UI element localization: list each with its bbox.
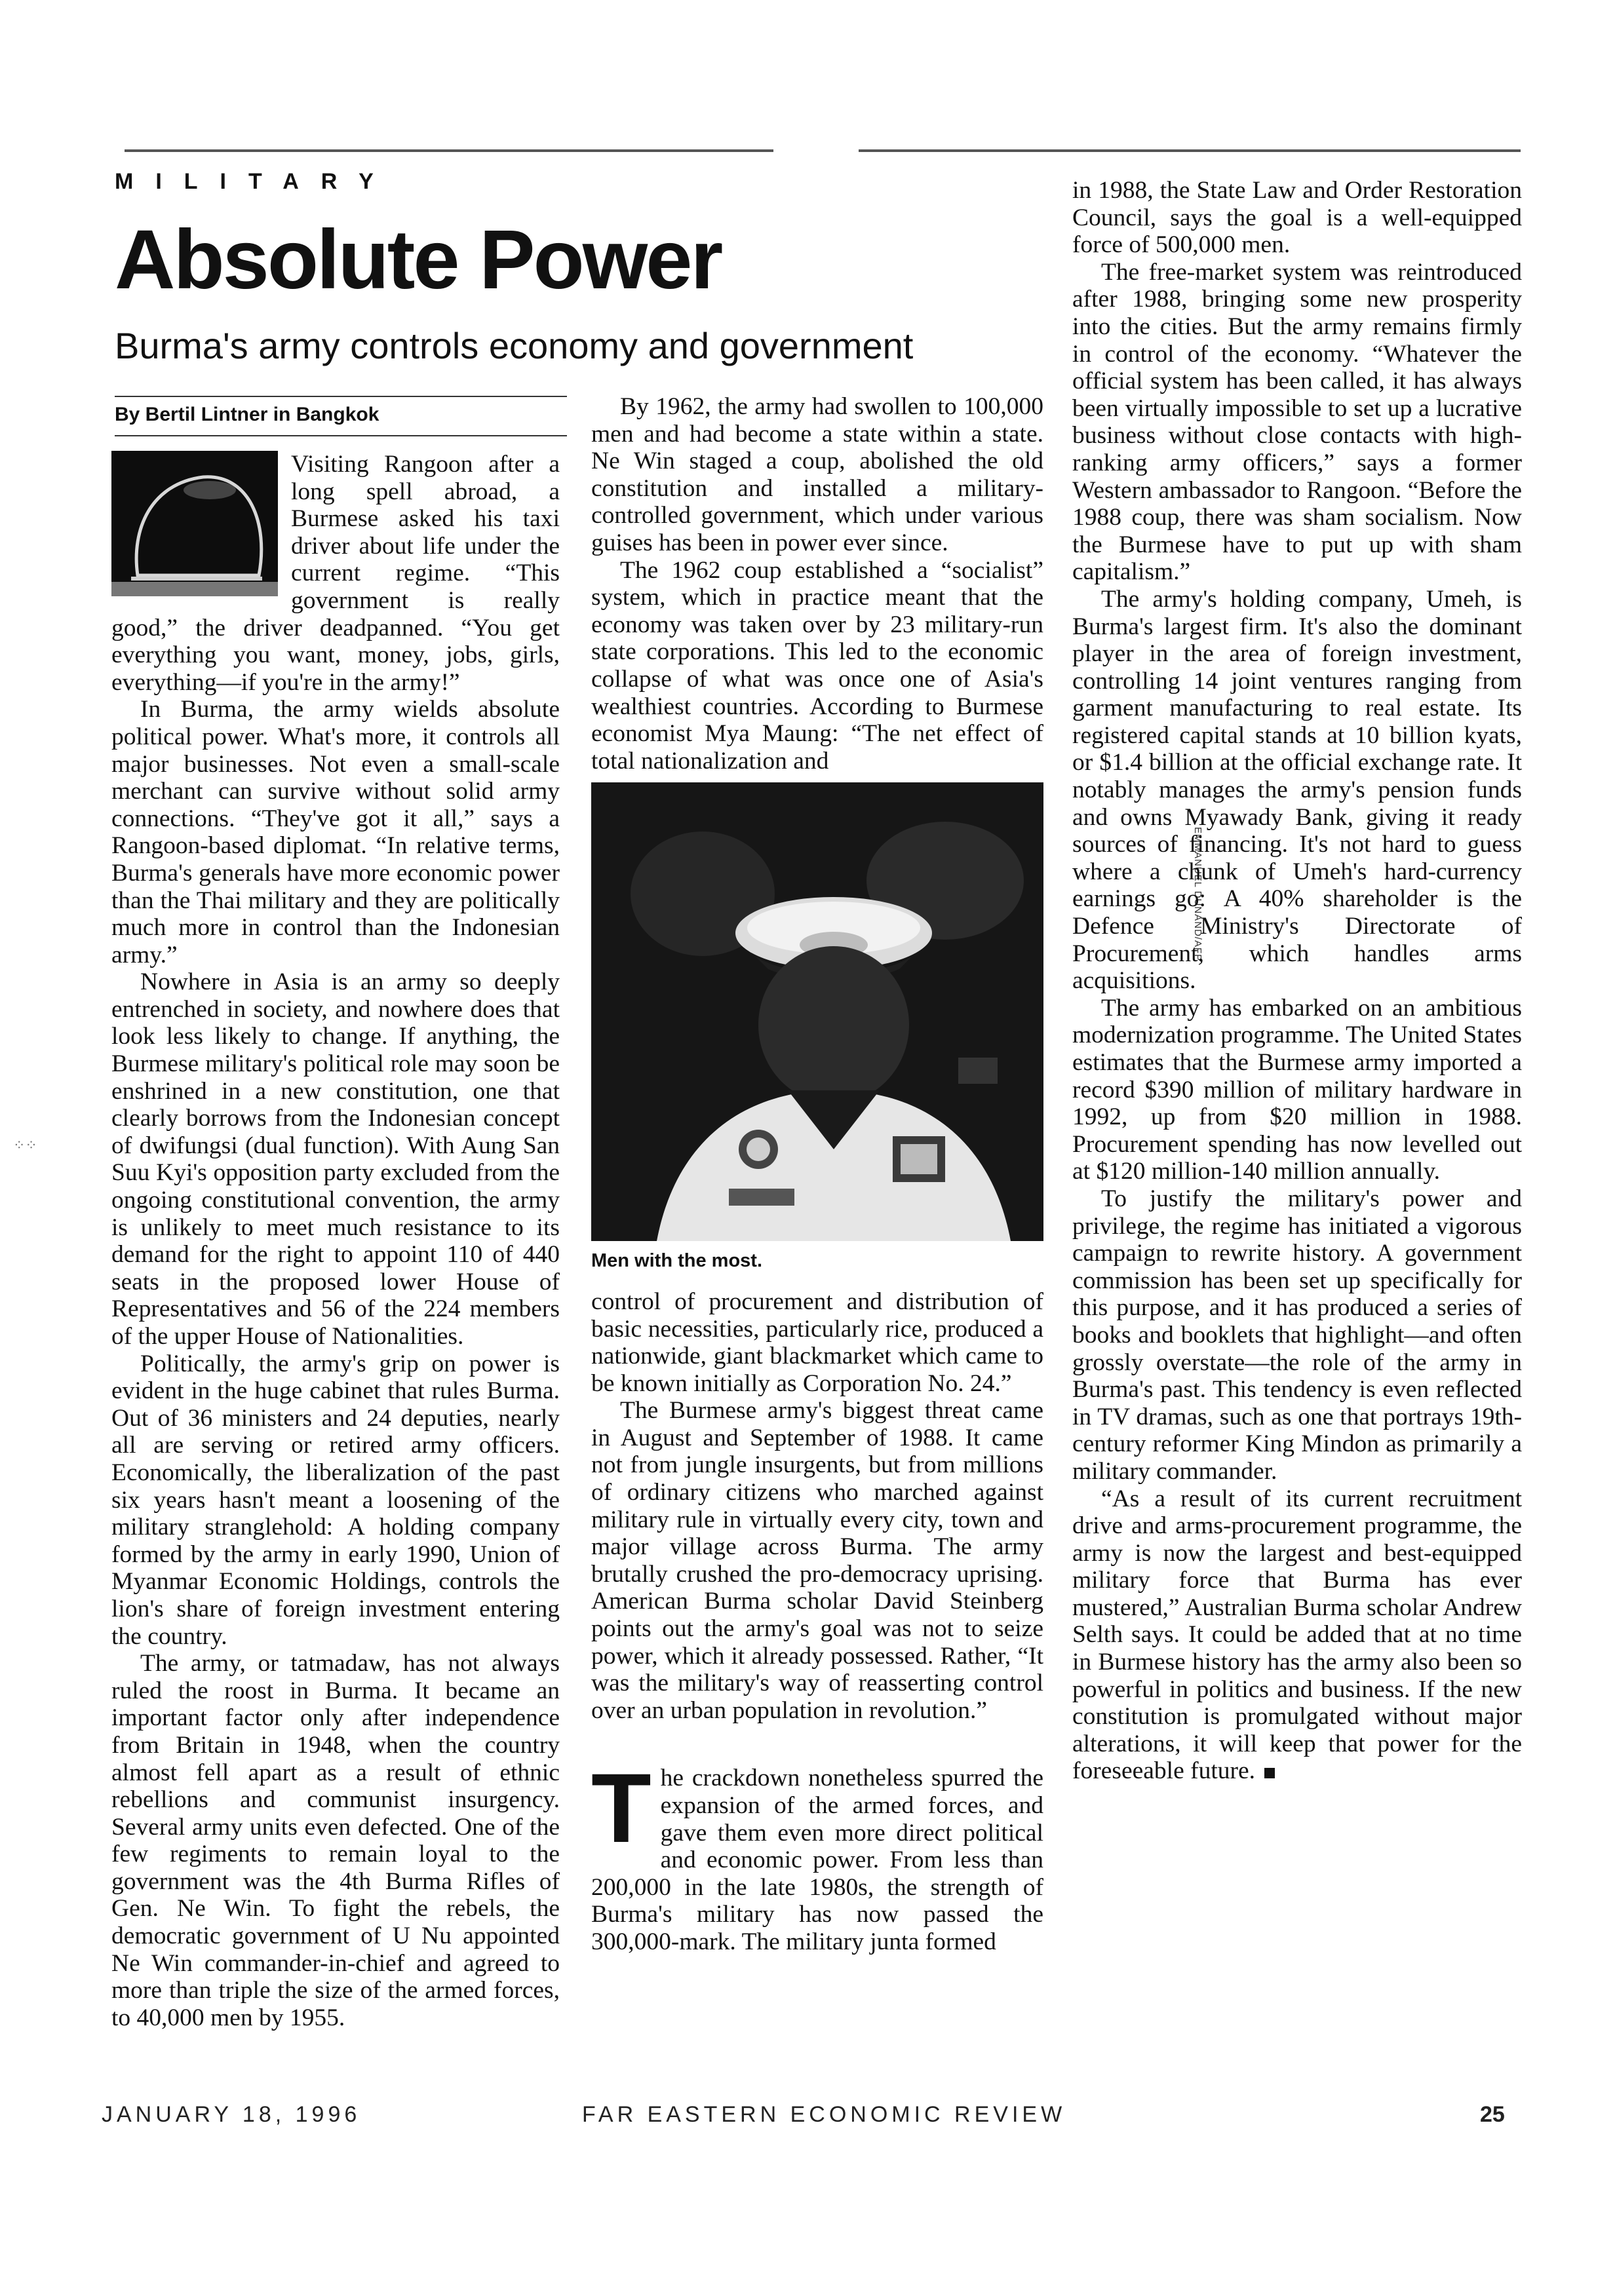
paragraph: Nowhere in Asia is an army so deeply entrenched in society, and nowhere does that look less likely to change. If anything, the Burmese military's political role may soon be enshrined in a new constitution, one that clearly borrows from the Indonesian concept of dwifungsi (dual function). With Aung San Suu Kyi's opposition party excluded from the ongoing constitutional convention, the army is unlikely to meet much resistance to its demand for the right to appoint 110 of 440 seats in the proposed lower House of Representatives and 56 of the 224 members of the upper House of Nationalities.: [111, 968, 560, 1350]
paragraph: control of procurement and distribution of basic necessities, particularly rice, produced a nationwide, giant blackmarket which came to be known initially as Corporation No. 24.”: [591, 1288, 1043, 1397]
end-mark-icon: [1264, 1768, 1275, 1778]
paragraph: in 1988, the State Law and Order Restoration Council, says the goal is a well-equipped force of 500,000 men.: [1072, 177, 1522, 259]
paragraph: To justify the military's power and privilege, the regime has initiated a vigorous campaign to rewrite history. A government commission has been set up specifically for this purpose, and it has produced a series of books and booklets that highlight—and often grossly overstate—the role of the army in Burma's past. This tendency is even reflected in TV dramas, such as one that portrays 19th-century reformer King Mindon as primarily a military commander.: [1072, 1185, 1522, 1485]
photo-caption: Men with the most.: [591, 1250, 762, 1272]
paragraph: In Burma, the army wields absolute political power. What's more, it controls all major businesses. Not even a small-scale merchant can survive without solid army connections. “They've got it all,” says a Rangoon-based diplomat. “In relative terms, Burma's generals have more economic power than the Thai military and they are politically much more in control than the Indonesian army.”: [111, 696, 560, 968]
paragraph: The Burmese army's biggest threat came in August and September of 1988. It came not from jungle insurgents, but from millions of ordinary citizens who marched against military rule in virtually every city, town and major village across Burma. The army brutally crushed the pro-democracy uprising. American Burma scholar David Steinberg points out the army's goal was not to seize power, which it already possessed. Rather, “It was the military's way of reasserting control over an urban population in revolution.”: [591, 1397, 1043, 1724]
paragraph: [1072, 1485, 1522, 1786]
paragraph: Visiting Rangoon after a long spell abroad, a Burmese asked his taxi driver about life under the current regime. “This government is really good,” the driver deadpanned. “You get everything you want, money, jobs, girls, everything—if you're in the army!”: [111, 451, 560, 696]
top-rule-left: [125, 149, 773, 152]
dropcap-paragraph: [591, 1753, 1043, 1955]
headline: Absolute Power: [115, 213, 722, 307]
footer-date: JANUARY 18, 1996: [102, 2102, 361, 2127]
subheadline: Burma's army controls economy and government: [115, 325, 914, 366]
article-column-2: [591, 393, 1043, 1956]
byline-rule-bottom: [115, 435, 567, 436]
dropcap-letter: T: [591, 1753, 652, 1864]
page-number: 25: [1480, 2102, 1505, 2127]
byline-rule-top: [115, 396, 567, 397]
byline: By Bertil Lintner in Bangkok: [115, 404, 379, 425]
section-label: MILITARY: [115, 169, 396, 194]
article-column-1: [111, 451, 560, 2031]
helmet-icon: [111, 451, 278, 596]
paragraph: The army has embarked on an ambitious modernization programme. The United States estimates that the Burmese army imported a record $390 million of military hardware in 1992, up from $20 million in 1988. Procurement spending has now levelled out at $120 million-140 million annually.: [1072, 994, 1522, 1185]
footer-publication: FAR EASTERN ECONOMIC REVIEW: [582, 2102, 1066, 2127]
article-column-3: [1072, 177, 1522, 1785]
paragraph: The army, or tatmadaw, has not always ruled the roost in Burma. It became an important factor only after independence from Britain in 1948, when the country almost fell apart as a result of ethnic rebellions and communist insurgency. Several army units even defected. One of the few regiments to remain loyal to the government was the 4th Burma Rifles of Gen. Ne Win. To fight the rebels, the democratic government of U Nu appointed Ne Win commander-in-chief and agreed to more than triple the size of the armed forces, to 40,000 men by 1955.: [111, 1650, 560, 2031]
photo-credit: EMMANUEL DUNAND/AFP: [1192, 827, 1203, 962]
final-paragraph-text: “As a result of its current recruitment drive and arms-procurement programme, the army is now the largest and best-equipped military force that Burma has ever mustered,” Australian Burma scholar Andrew Selth says. It could be added that at no time in Burmese history has the army also been so powerful in politics and business. If the new constitution is promulgated without major alterations, it will keep that power for the foreseeable future.: [1072, 1485, 1522, 1785]
dropcap-paragraph-text: he crackdown nonetheless spurred the expansion of the armed forces, and gave them even more direct political and economic power. From less than 200,000 in the late 1980s, the strength of Burma's military has now passed the 300,000-mark. The military junta formed: [591, 1765, 1043, 1955]
paragraph: By 1962, the army had swollen to 100,000 men and had become a state within a state. Ne Win staged a coup, abolished the old constitution and installed a military-controlled government, which under various guises has been in power ever since.: [591, 393, 1043, 556]
paragraph: Politically, the army's grip on power is evident in the huge cabinet that rules Burma. Out of 36 ministers and 24 deputies, nearly all are serving or retired army officers. Economically, the liberalization of the past six years hasn't meant a loosening of the military stranglehold: A holding company formed by the army in early 1990, Union of Myanmar Economic Holdings, controls the lion's share of foreign investment entering the country.: [111, 1350, 560, 1650]
top-rule-right: [859, 149, 1521, 152]
scan-speck-icon: ⁘⁘: [13, 1137, 37, 1153]
paragraph: The free-market system was reintroduced after 1988, bringing some new prosperity into the cities. But the army remains firmly in control of the economy. “Whatever the official system has been called, it has always been virtually impossible to set up a lucrative business without close contacts with high-ranking army officers,” says a former Western ambassador to Rangoon. “Before the 1988 coup, there was sham socialism. Now the Burmese have to put up with sham capitalism.”: [1072, 258, 1522, 586]
paragraph: The army's holding company, Umeh, is Burma's largest firm. It's also the dominant player in the area of foreign investment, controlling 14 joint ventures ranging from garment manufacturing to real estate. Its registered capital stands at 10 billion kyats, or $1.4 billion at the official exchange rate. It notably manages the army's pension funds and owns Myawady Bank, giving it ready sources of financing. It's not hard to guess where a chunk of Umeh's hard-currency earnings go: A 40% shareholder is the Defence Ministry's Directorate of Procurement, which handles arms acquisitions.: [1072, 585, 1522, 995]
paragraph: The 1962 coup established a “socialist” system, which in practice meant that the economy was taken over by 23 military-run state corporations. This led to the economic collapse of what was once one of Asia's wealthiest countries. According to Burmese economist Mya Maung: “The net effect of total nationalization and: [591, 556, 1043, 775]
officers-photo: [591, 782, 1043, 1241]
section-break: [591, 1724, 1043, 1765]
